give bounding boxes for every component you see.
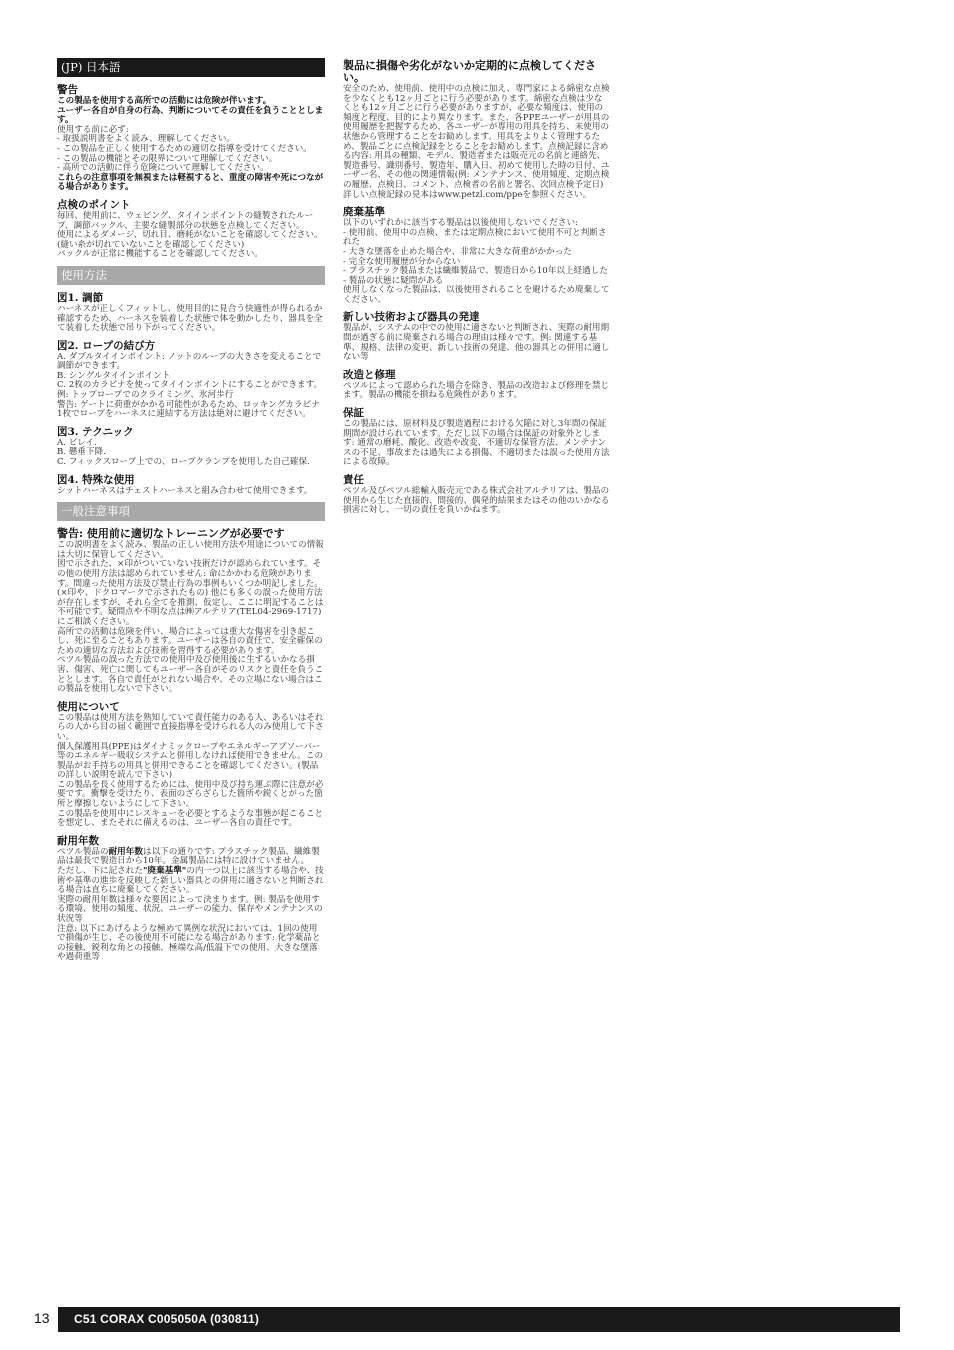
lifespan-body: 実際の耐用年数は様々な要因によって決まります。例: 製品を使用する環境、使用の頻度、状況、ユーザーの能力、保存やメンテナンスの状況等 注意: 以下にあげるような極めて異例な状況においては、1回の使用で損傷が生じ、その後使用不可能になる場合があります: 化学薬品との接触、鋭利な角との接触、極端な高/低温下での使用、大きな墜落や過荷重等 bbox=[57, 894, 323, 963]
usage-body: この製品は使用方法を熟知していて責任能力のある人、あるいはそれらの人から目の届く範囲で直接指導を受けられる人のみ使用して下さい。 個人保護用具(PPE)はダイナミックロープやエネルギーアブソーバー等のエネルギー吸収システムと併用しなければ使用できません。この製品がお手持ちの用具と併用できることを確認してください。(製品の詳しい説明を読んで下さい) この製品を長く使用するためには、使用中及び持ち運ぶ際に注意が必要です。衝撃を受けたり、表面のざらざらした箇所や鋭くとがった箇所と摩擦しないようにして下さい。 この製品を使用中にレスキューを必要とするような事態が起こることを想定し、またそれに備えるのは、ユーザー各自の責任です。 bbox=[57, 712, 324, 829]
fig3-body: A. ビレイ. B. 懸垂下降. C. フィックスロープ上での、ロープクランプを使用した自己確保. bbox=[57, 437, 310, 468]
liability-section bbox=[343, 474, 611, 516]
warning-bold-3: これらの注意事項を無視または軽視すると、重度の障害や死につながる場合があります。 bbox=[57, 172, 324, 193]
fig3-title: 図3. テクニック bbox=[57, 425, 134, 438]
inspection-section bbox=[57, 199, 325, 260]
guarantee-body: この製品には、原材料及び製造過程における欠陥に対し3年間の保証期間が設けられています。ただし以下の場合は保証の対象外とします: 通常の磨耗、酸化、改造や改変、不適切な保管方法、メンテナンスの不足、事故または過失による損傷、不適切または誤った使用方法による故障。 bbox=[343, 419, 610, 468]
guarantee-title: 保証 bbox=[343, 407, 364, 420]
training-section bbox=[57, 528, 325, 695]
disposal-body: 以下のいずれかに該当する製品は以後使用しないでください: - 使用前、使用中の点検、または定期点検において使用不可と判断された - 大きな墜落を止めた場合や、非常に大きな荷重がかかった - 完全な使用履歴が分からない - プラスチック製品または繊維製品で、製造日から10年以上経過した - 製品の状態に疑問がある 使用しなくなった製品は、以後使用されることを避けるため廃棄してください。 bbox=[343, 218, 610, 305]
lifespan-em-1: 耐用年数 bbox=[108, 846, 143, 857]
guarantee-section bbox=[343, 407, 611, 468]
usage-header: 使用方法 bbox=[57, 266, 325, 285]
liability-title: 責任 bbox=[343, 474, 364, 486]
lifespan-para-2 bbox=[57, 867, 325, 896]
warning-section bbox=[57, 84, 325, 193]
right-column bbox=[343, 58, 611, 522]
left-column bbox=[57, 58, 325, 969]
inspection-title: 点検のポイント bbox=[57, 198, 131, 211]
lifespan-post-1: は以下の通りです: プラスチック製品、繊維製品は最長で製造日から10年。金属製品には特に設けていません。 bbox=[57, 846, 320, 867]
lifespan-section bbox=[57, 835, 325, 963]
footer-bar bbox=[58, 1307, 900, 1332]
modification-title: 改造と修理 bbox=[343, 368, 396, 381]
periodic-body: 安全のため、使用前、使用中の点検に加え、専門家による綿密な点検を少なくとも12ヶ月ごとに行う必要があります。綿密な点検は少なくとも12ヶ月ごとに行う必要がありますが、必要な頻度は、使用の頻度と程度、目的により異なります。また、各PPEユーザーが用具の使用履歴を把握するため、各ユーザーが専用の用具を持ち、未使用の状態から管理することをお勧めします。用具をよりよく管理するため、製品ごとに点検記録をとることをお勧めします。点検記録に含める内容: 用具の種類、モデル、製造者または販売元の名前と連絡先、製造番号、識別番号、製造年、購入日、初めて使用した時の日付、ユーザー名、その他の関連情報(例: メンテナンス、使用頻度、定期点検の履歴、点検日、コメント、点検者の名前と署名、次回点検予定日) 詳しい点検記録の見本はwww.petzl.com/ppeを参照ください。 bbox=[343, 84, 610, 200]
warning-title: 警告 bbox=[57, 84, 78, 96]
lifespan-pre-2: ただし、下に記された bbox=[57, 866, 143, 877]
fig2-title: 図2. ロープの結び方 bbox=[57, 339, 156, 352]
disposal-title: 廃棄基準 bbox=[343, 206, 385, 219]
usage-section bbox=[57, 701, 325, 829]
periodic-section bbox=[343, 60, 611, 200]
usage-title: 使用について bbox=[57, 700, 120, 713]
new-tech-title: 新しい技術および器具の発達 bbox=[343, 311, 480, 324]
warning-lines: 使用する前に必ず: - 取扱説明書をよく読み、理解してください。 - この製品を正しく使用するための適切な指導を受けてください。 - この製品の機能とその限界について理解してください。 - 高所での活動に伴う危険について理解してください。 bbox=[57, 124, 312, 174]
lifespan-post-2: の内一つ以上に該当する場合や、技術や基準の進歩を反映した新しい器具との併用に適さないと判断される場合は直ちに廃棄してください。 bbox=[57, 866, 324, 896]
warning-bold-1: この製品を使用する高所での活動には危険が伴います。 bbox=[57, 96, 272, 106]
inspection-body: 毎回、使用前に、ウェビング、タイインポイントの縫製されたループ、調節バックル、主要な縫製部分の状態を点検してください。 使用によるダメージ、切れ目、磨耗がないことを確認してください。(縫い糸が切れていないことを確認してください) バックルが正常に機能することを確認してください。 bbox=[57, 210, 323, 260]
page-number: 13 bbox=[34, 1310, 50, 1326]
lifespan-title: 耐用年数 bbox=[57, 834, 99, 847]
fig1-section bbox=[57, 292, 325, 334]
warning-bold-2: ユーザー各自が自身の行為、判断についてその責任を負うこととします。 bbox=[57, 105, 324, 126]
language-header: (JP) 日本語 bbox=[57, 58, 325, 77]
fig3-section bbox=[57, 426, 325, 468]
fig2-body: A. ダブルタイインポイント: ノットのループの大きさを変えることで調節ができます。 B. シングルタイインポイント C. 2枚のカラビナを使ってタイインポイントにすることができます。例: トップロープでのクライミング、氷河歩行 警告: ゲートに荷重がかかる可能性があるため、ロッキングカラビナ1枚でロープをハーネスに連結する方法は絶対に避けてください。 bbox=[57, 351, 323, 420]
fig4-body: シットハーネスはチェストハーネスと組み合わせて使用できます。 bbox=[57, 485, 313, 496]
lifespan-em-2: "廃棄基準" bbox=[142, 866, 187, 877]
fig4-title: 図4. 特殊な使用 bbox=[57, 473, 135, 486]
fig2-section bbox=[57, 340, 325, 420]
liability-body: ペツル及びペツル総輸入販売元である株式会社アルテリアは、製品の使用から生じた直接的、間接的、偶発的結果またはその他のいかなる損害に対し、一切の責任を負いかねます。 bbox=[343, 486, 610, 516]
footer-label: C51 CORAX C005050A (030811) bbox=[74, 1312, 260, 1326]
general-header: 一般注意事項 bbox=[57, 502, 325, 521]
fig4-section bbox=[57, 474, 325, 497]
lifespan-pre-1: ペツル製品の bbox=[57, 846, 109, 857]
new-tech-body: 製品が、システムの中での使用に適さないと判断され、実際の耐用期間が過ぎる前に廃棄される場合の理由は様々です。例: 関連する基準、規格、法律の変更、新しい技術の発達、他の器具との併用に適しない等 bbox=[343, 323, 610, 363]
lifespan-para-1 bbox=[57, 848, 325, 867]
new-tech-section bbox=[343, 311, 611, 362]
training-body: この説明書をよく読み、製品の正しい使用方法や用途についての情報は大切に保管してください。 図で示された、×印がついていない技術だけが認められています。その他の使用方法は認められていません: 命にかかわる危険があります。間違った使用方法及び禁止行為の事例もいくつか明記しました。(×印や、ドクロマークで示されたもの) 他にも多くの誤った使用方法が存在しますが、それら全てを推測、仮定し、ここに明記することは不可能です。疑問点や不明な点は㈱アルテリア(TEL04-2969-1717)にご相談ください。 高所での活動は危険を伴い、場合によっては重大な傷害を引き起こし、死に至ることもあります。ユーザーは各自の責任で、安全確保のための適切な方法および技術を習得する必要があります。 ペツル製品の誤った方法での使用中及び使用後に生ずるいかなる損害、傷害、死亡に関してもユーザー各自がそのリスクと責任を負うこととします。各自で責任がとれない場合や、その立場にない場合はこの製品を使用しないで下さい。 bbox=[57, 540, 324, 695]
fig1-body: ハーネスが正しくフィットし、使用目的に見合う快適性が得られるか確認するため、ハーネスを装着した状態で体を動かしたり、器具を全て装着した状態で吊り下がってください。 bbox=[57, 303, 323, 334]
modification-section bbox=[343, 369, 611, 401]
fig1-title: 図1. 調節 bbox=[57, 291, 104, 304]
training-title: 警告: 使用前に適切なトレーニングが必要です bbox=[57, 527, 285, 541]
modification-body: ペツルによって認められた場合を除き、製品の改造および修理を禁じます。製品の機能を損ねる危険性があります。 bbox=[343, 380, 610, 401]
disposal-section bbox=[343, 206, 611, 305]
periodic-title: 製品に損傷や劣化がないか定期的に点検してください。 bbox=[343, 59, 596, 84]
